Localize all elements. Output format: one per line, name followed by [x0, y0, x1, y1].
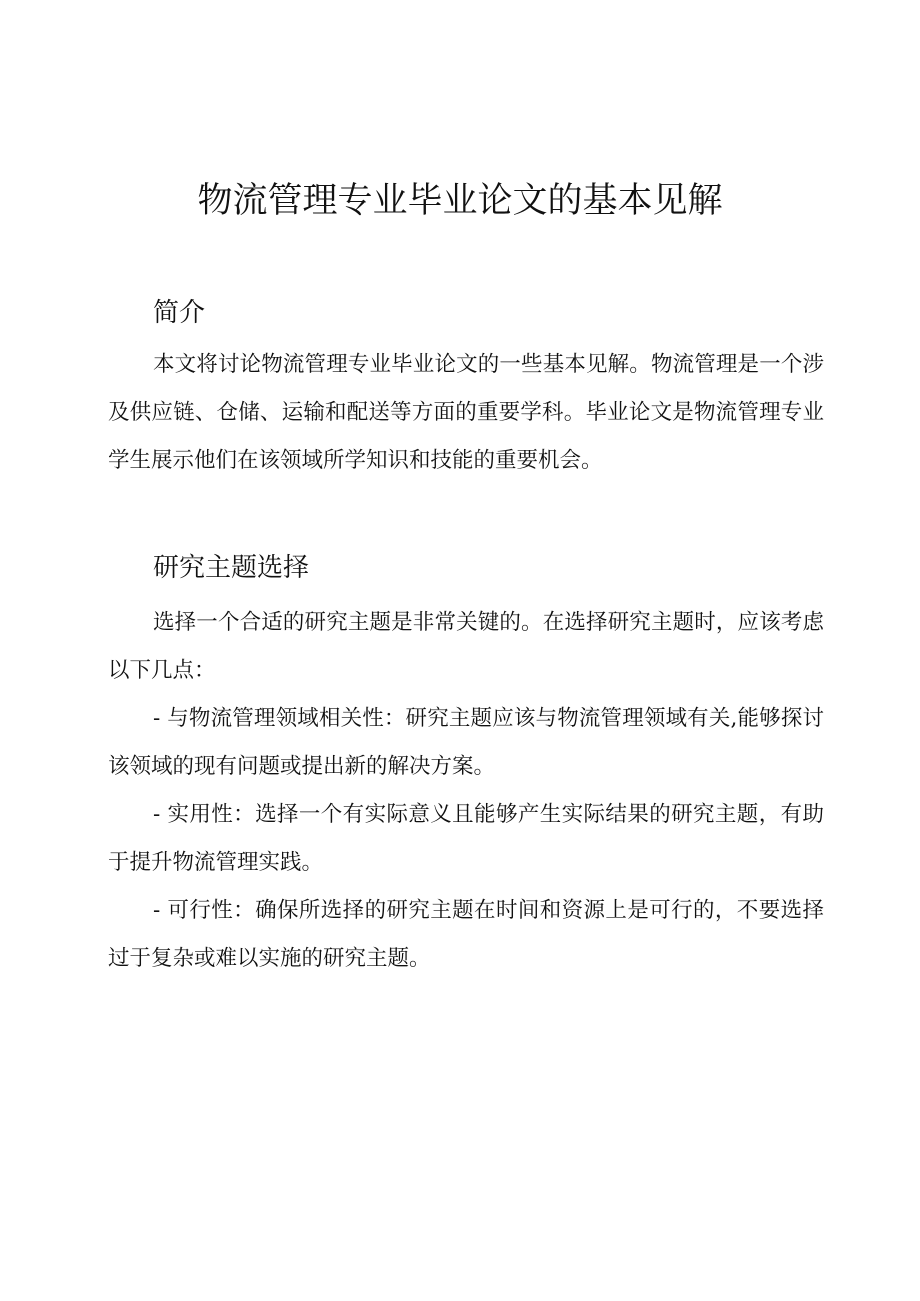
topic-selection-paragraph: 选择一个合适的研究主题是非常关键的。在选择研究主题时，应该考虑以下几点：	[108, 610, 824, 683]
page-title: 物流管理专业毕业论文的基本见解	[197, 181, 723, 221]
list-item-relevance: - 与物流管理领域相关性：研究主题应该与物流管理领域有关,能够探讨该领域的现有问题或提出新的解决方案。	[108, 706, 824, 779]
section-heading-topic-selection: 研究主题选择	[153, 553, 310, 583]
section-heading-intro: 简介	[153, 298, 206, 328]
list-item-practicality: - 实用性：选择一个有实际意义且能够产生实际结果的研究主题，有助于提升物流管理实践。	[108, 802, 824, 875]
intro-paragraph: 本文将讨论物流管理专业毕业论文的一些基本见解。物流管理是一个涉及供应链、仓储、运输和配送等方面的重要学科。毕业论文是物流管理专业学生展示他们在该领域所学知识和技能的重要机会。	[108, 352, 824, 473]
list-item-feasibility: - 可行性：确保所选择的研究主题在时间和资源上是可行的，不要选择过于复杂或难以实施的研究主题。	[108, 898, 824, 971]
